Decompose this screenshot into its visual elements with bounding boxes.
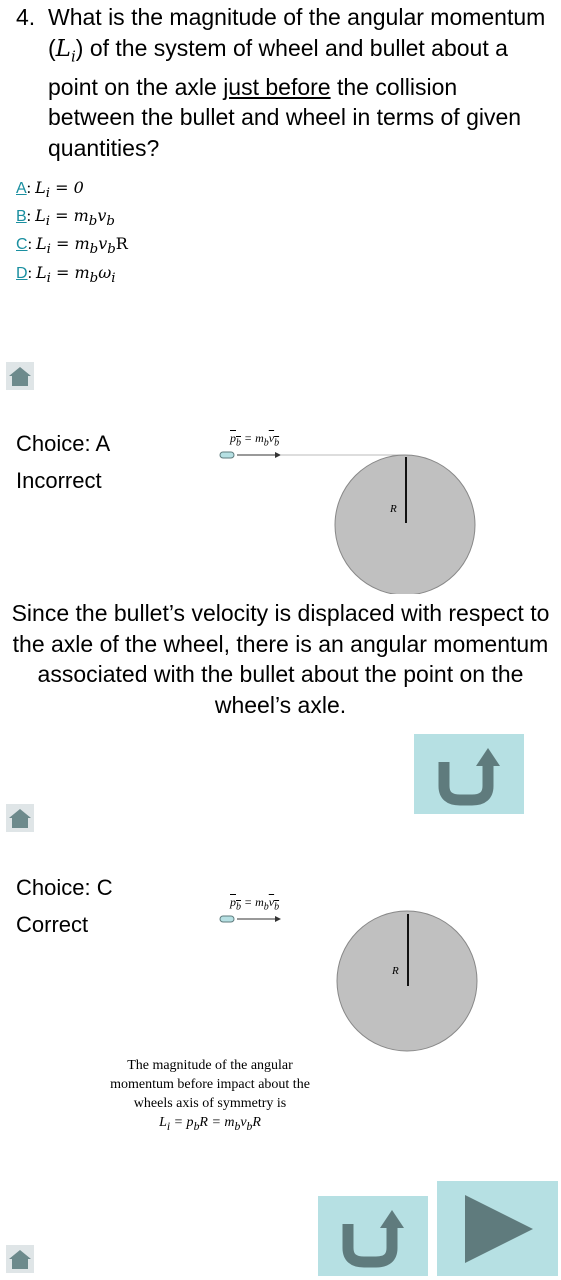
slide-a-explanation: Since the bullet’s velocity is displaced with respect to the axle of the wheel, there is an angular momentum associated with the bullet about the point on the wheel’s axle. (11, 600, 550, 718)
slide-c-explanation: The magnitude of the angular momentum before impact about the wheels axis of symmetry is $L_i = p_bR = m_bv_bR$ (110, 1058, 310, 1133)
question-math: $L_i$ (55, 35, 76, 66)
next-button[interactable] (437, 1181, 558, 1276)
home-button[interactable] (6, 804, 34, 832)
question-text (48, 2, 548, 163)
home-button[interactable] (6, 1245, 34, 1273)
slide-c-diagram (215, 908, 480, 1058)
home-icon (6, 362, 34, 390)
choice-a-expr: $L_i = 0$ (35, 178, 84, 202)
return-icon (318, 1196, 428, 1276)
question-underlined: just before (223, 73, 331, 100)
bullet-icon (220, 452, 234, 458)
slide-c-momentum-label: $p_b = m_bv_b$ (230, 895, 280, 913)
choice-d[interactable]: D: $L_i = m_b\omega_i$ (16, 262, 116, 286)
question-text-part1: What is the magnitude of the angular momentum ( (48, 4, 546, 61)
slide-a-momentum-label: $p_b = m_bv_b$ (230, 431, 280, 449)
choice-list (16, 177, 128, 290)
home-button[interactable] (6, 362, 34, 390)
return-button[interactable] (318, 1196, 428, 1276)
choice-b[interactable]: B: $L_i = m_bv_b$ (16, 206, 115, 230)
bullet-icon (220, 916, 234, 922)
choice-c-expr: $L_i = m_bv_bR$ (36, 234, 128, 258)
home-icon (6, 1245, 34, 1273)
choice-b-expr: $L_i = m_bv_b$ (35, 206, 115, 230)
question-text-part2: ) of the system of wheel and bullet about a point on the axle (48, 34, 508, 100)
question-text-part3: the collision between the bullet and wheel in terms of given quantities? (48, 73, 522, 161)
choice-d-link[interactable]: D (16, 264, 28, 282)
choice-a[interactable]: A: $L_i = 0$ (16, 178, 84, 202)
choice-c[interactable]: C: $L_i = m_bv_bR$ (16, 234, 128, 258)
choice-a-link[interactable]: A (16, 180, 27, 197)
slide-a-verdict: Incorrect (16, 468, 102, 493)
return-icon (414, 734, 524, 814)
slide-a-radius-label: R (390, 503, 397, 515)
home-icon (6, 804, 34, 832)
slide-a-diagram (215, 444, 480, 594)
choice-c-link[interactable]: C (16, 236, 28, 254)
slide-c-radius-label: R (392, 965, 399, 977)
slide-c-verdict: Correct (16, 912, 89, 937)
question-number: 4. (16, 4, 36, 30)
choice-d-expr: $L_i = m_b\omega_i$ (36, 262, 116, 286)
return-button[interactable] (414, 734, 524, 814)
slide-c-choice-label: Choice: C (16, 875, 113, 900)
slide-a-choice-label: Choice: A (16, 431, 111, 456)
choice-b-link[interactable]: B (16, 208, 27, 226)
next-arrow-icon (437, 1181, 558, 1276)
